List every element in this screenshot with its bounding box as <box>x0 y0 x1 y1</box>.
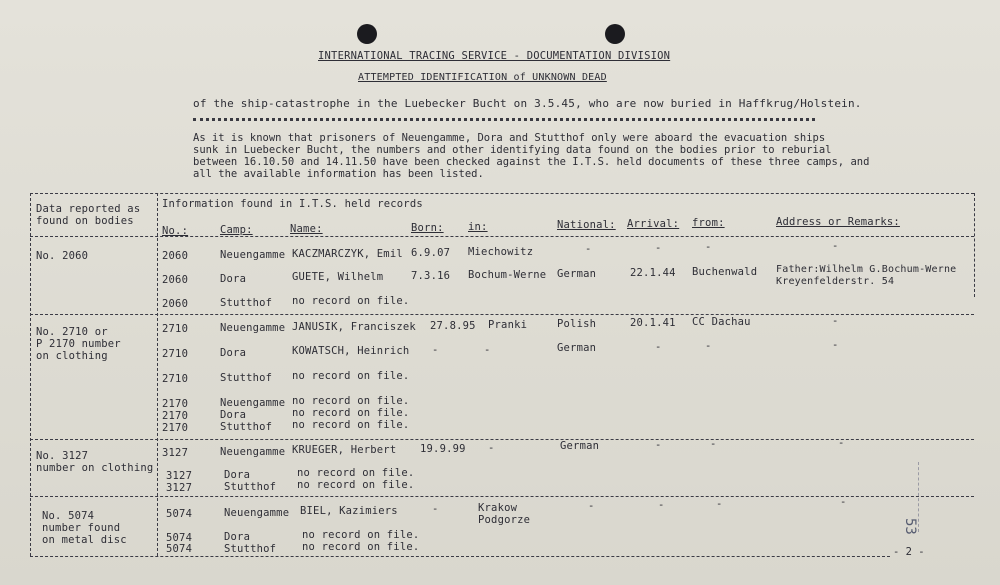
group-label: P 2170 number <box>36 338 121 350</box>
group-label: on metal disc <box>42 534 127 546</box>
group-label: No. 5074 <box>42 510 95 522</box>
col1-header-line1: Data reported as <box>36 203 141 215</box>
col-in: in: <box>468 221 488 233</box>
col-camp: Camp: <box>220 224 253 236</box>
document-page: INTERNATIONAL TRACING SERVICE - DOCUMENTATION DIVISION ATTEMPTED IDENTIFICATION of UNKNOWN DEAD of the ship-catastrophe in the Luebecker Bucht on 3.5.45, who are now buried in Haffkrug/Holstein. As it is known that prisoners of Neuengamme, Dora and Stutthof only were aboard the evacuation ships sunk in Luebecker Bucht, the numbers and other identifying data found on the bodies prior to reburial between 16.10.50 and 14.11.50 have been checked against the I.T.S. held documents of these three camps, and all the available information has been listed. Data reported as found on bodies Information found in I.T.S. held records No.: Camp: Name: Born: in: National: Arrival: from: Address or Remarks: No. 2060 2060 Neuengamme KACZMARCZYK, Emil 6.9.07 Miechowitz - - - - 2060 Dora GUETE, Wilhelm 7.3.16 Bochum-Werne German 22.1.44 Buchenwald Father:Wilhelm G.Bochum-Werne Kreyenfelderstr. 54 2060 Stutthof no record on file. No. 2710 or P 2170 number on clothing 2710 Neuengamme JANUSIK, Franciszek 27.8.95 Pranki Polish 20.1.41 CC Dachau - 2710 Dora KOWATSCH, Heinrich - - German - - - 2710 Stutthof no record on file. 2170 Neuengamme no record on file. 2170 Dora no record on file. 2170 Stutthof no record on file. No. 3127 number on clothing 3127 Neuengamme KRUEGER, Herbert 19.9.99 - German - - - 3127 Dora no record on file. 3127 Stutthof no record on file. No. 5074 number found on metal disc 5074 Neuengamme BIEL, Kazimiers - Krakow Podgorze - - - - 5074 Dora no record on file. 5074 Stutthof no record on file. 53 - 2 - <box>0 0 1000 585</box>
col2-header: Information found in I.T.S. held records <box>162 198 423 210</box>
col-arrival: Arrival: <box>627 218 680 230</box>
col1-header-line2: found on bodies <box>36 215 134 227</box>
group-label: number found <box>42 522 121 534</box>
col-national: National: <box>557 219 616 231</box>
col-address: Address or Remarks: <box>776 216 900 228</box>
punch-hole-left <box>357 24 377 44</box>
col-name: Name: <box>290 223 323 235</box>
margin-stamp: 53 <box>902 518 918 535</box>
intro-paragraph: As it is known that prisoners of Neuengamme, Dora and Stutthof only were aboard the evacuation ships sunk in Luebecker Bucht, the numbers and other identifying data found on the bodies prior to reburial between 16.10.50 and 14.11.50 have been checked against the I.T.S. held documents of these three camps, and all the available information has been listed. <box>193 132 870 180</box>
document-title: INTERNATIONAL TRACING SERVICE - DOCUMENTATION DIVISION <box>318 50 671 62</box>
col-born: Born: <box>411 222 444 234</box>
group-label: No. 3127 <box>36 450 89 462</box>
col-no: No.: <box>162 225 189 237</box>
document-subject: of the ship-catastrophe in the Luebecker Bucht on 3.5.45, who are now buried in Haffkrug/Holstein. <box>193 97 862 110</box>
group-label: on clothing <box>36 350 108 362</box>
margin-mark <box>918 462 929 532</box>
punch-hole-right <box>605 24 625 44</box>
dotted-separator <box>193 118 815 121</box>
page-number: - 2 - <box>893 546 925 558</box>
group-label: number on clothing <box>36 462 154 474</box>
col-from: from: <box>692 217 725 229</box>
group-label: No. 2060 <box>36 250 89 262</box>
document-subtitle: ATTEMPTED IDENTIFICATION of UNKNOWN DEAD <box>358 72 607 83</box>
group-label: No. 2710 or <box>36 326 108 338</box>
